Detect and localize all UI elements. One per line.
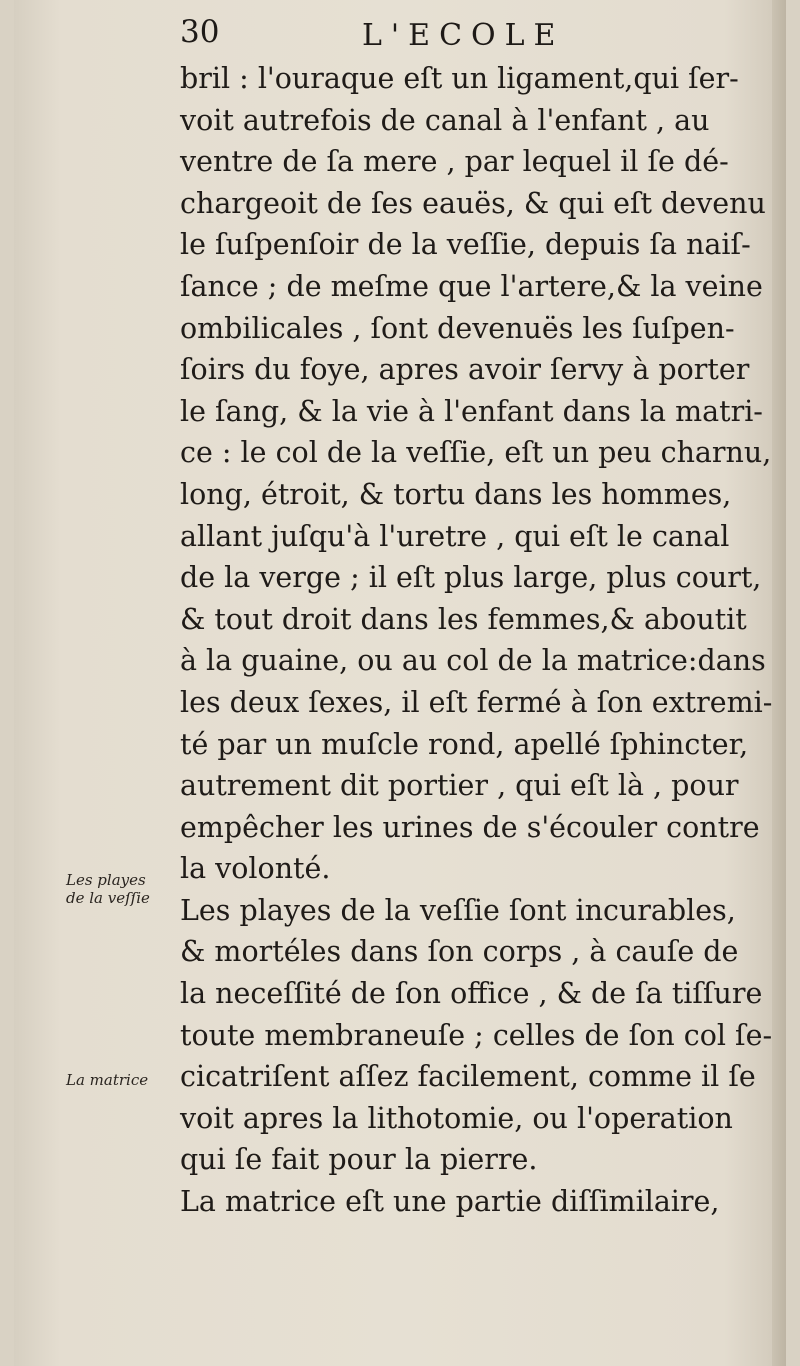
margin-note-line: La matrice <box>66 1071 149 1089</box>
running-head <box>164 14 786 54</box>
text-line: ſoirs du foye, apres avoir ſervy à porter <box>180 353 750 387</box>
text-line: ſance ; de meſme que l'artere,& la veine <box>180 269 763 303</box>
body-text <box>180 58 786 1223</box>
text-line: & mortéles dans ſon corps , à cauſe de <box>180 935 739 969</box>
text-line: qui ſe fait pour la pierre. <box>180 1143 538 1177</box>
margin-note-line: Les playes <box>66 871 146 889</box>
text-line: autrement dit portier , qui eſt là , pour <box>180 769 739 803</box>
text-line: de la verge ; il eſt plus large, plus court, <box>180 561 762 595</box>
text-line: chargeoit de ſes eauës, & qui eſt devenu <box>180 186 766 220</box>
text-line: empêcher les urines de s'écouler contre <box>180 810 760 844</box>
margin-note-line: de la veſſie <box>66 889 150 907</box>
text-line: toute membraneuſe ; celles de ſon col ſe- <box>180 1018 773 1052</box>
text-line: ombilicales , ſont devenuës les ſuſpen- <box>180 311 735 345</box>
text-line: cicatriſent aſſez facilement, comme il ſe <box>180 1060 756 1094</box>
text-line: ventre de ſa mere , par lequel il ſe dé- <box>180 145 729 179</box>
margin-note <box>66 1071 148 1089</box>
text-line: les deux ſexes, il eſt fermé à ſon extremi- <box>180 685 773 719</box>
text-line: té par un muſcle rond, apellé ſphincter, <box>180 727 749 761</box>
text-line: bril : l'ouraque eſt un ligament,qui ſer- <box>180 62 739 95</box>
text-line: & tout droit dans les femmes,& aboutit <box>180 602 747 636</box>
text-line: voit apres la lithotomie, ou l'operation <box>180 1101 733 1135</box>
text-line: Les playes de la veſſie ſont incurables, <box>180 893 736 927</box>
text-line: long, étroit, & tortu dans les hommes, <box>180 477 732 511</box>
text-line: à la guaine, ou au col de la matrice:dans <box>180 644 766 678</box>
page-number: 30 <box>180 14 220 50</box>
text-line: le ſang, & la vie à l'enfant dans la matri- <box>180 394 763 428</box>
book-page <box>14 0 786 1366</box>
text-line: allant juſqu'à l'uretre , qui eſt le canal <box>180 519 730 553</box>
text-line: la neceſſité de ſon office , & de ſa tiſſure <box>180 977 763 1011</box>
text-line: ce : le col de la veſſie, eſt un peu charnu, <box>180 436 772 470</box>
margin-note <box>66 871 150 907</box>
running-title: L'ECOLE <box>362 18 565 53</box>
text-line: voit autrefois de canal à l'enfant , au <box>180 103 710 137</box>
text-line: La matrice eſt une partie diſſimilaire, <box>180 1185 720 1219</box>
text-line: le ſuſpenſoir de la veſſie, depuis ſa naiſ- <box>180 228 751 262</box>
text-line: la volonté. <box>180 852 331 886</box>
